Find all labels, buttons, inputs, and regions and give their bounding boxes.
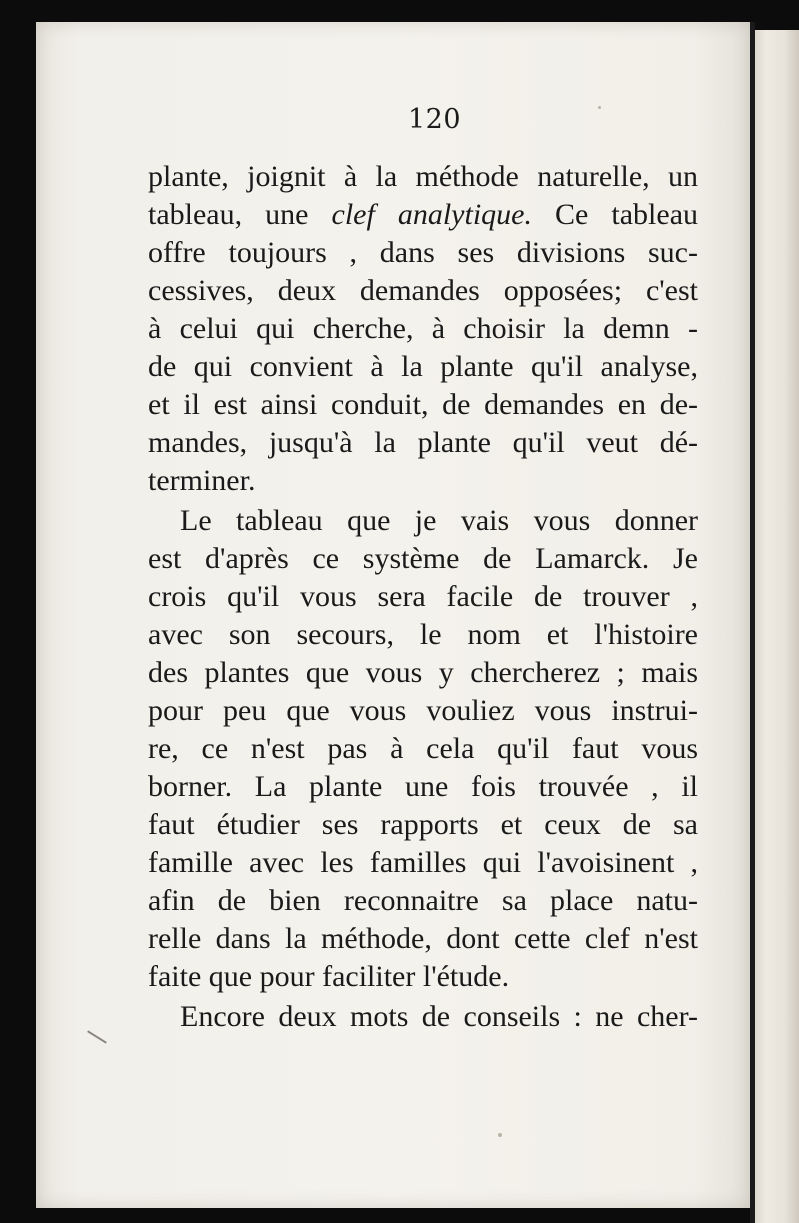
text-line: offre toujours , dans ses divisions suc- <box>148 236 698 269</box>
text-line: faite que pour faciliter l'étude. <box>148 960 510 993</box>
text-line: afin de bien reconnaitre sa place natu- <box>148 884 698 917</box>
text-line: borner. La plante une fois trouvée , il <box>148 770 698 803</box>
text-line: des plantes que vous y chercherez ; mais <box>148 656 698 689</box>
text-line: terminer. <box>148 464 256 497</box>
paper-speck <box>498 1133 502 1137</box>
text-line: faut étudier ses rapports et ceux de sa <box>148 808 698 841</box>
text-line: tableau, une clef analytique. Ce tableau <box>148 198 699 231</box>
text-line: pour peu que vous vouliez vous instrui- <box>148 694 698 727</box>
text-line: et il est ainsi conduit, de demandes en de- <box>148 388 698 421</box>
text-line: Le tableau que je vais vous donner <box>180 504 698 537</box>
text-line: à celui qui cherche, à choisir la demn - <box>148 312 698 345</box>
text-line: cessives, deux demandes opposées; c'est <box>148 274 698 307</box>
text-line: de qui convient à la plante qu'il analyse, <box>148 350 698 383</box>
text-line: mandes, jusqu'à la plante qu'il veut dé- <box>148 426 698 459</box>
text-line: crois qu'il vous sera facile de trouver , <box>148 580 698 613</box>
next-page-edge <box>752 30 799 1223</box>
text-line: famille avec les familles qui l'avoisinent , <box>148 846 698 879</box>
text-line: relle dans la méthode, dont cette clef n'est <box>148 922 698 955</box>
page-number: 120 <box>408 104 462 135</box>
text-line: plante, joignit à la méthode naturelle, un <box>148 160 698 193</box>
text-line: Encore deux mots de conseils : ne cher- <box>180 1000 698 1033</box>
page-gutter-shadow <box>750 22 755 1223</box>
text-line: avec son secours, le nom et l'histoire <box>148 618 698 651</box>
text-line: re, ce n'est pas à cela qu'il faut vous <box>148 732 698 765</box>
paper-speck <box>598 106 601 109</box>
text-line: est d'après ce système de Lamarck. Je <box>148 542 698 575</box>
